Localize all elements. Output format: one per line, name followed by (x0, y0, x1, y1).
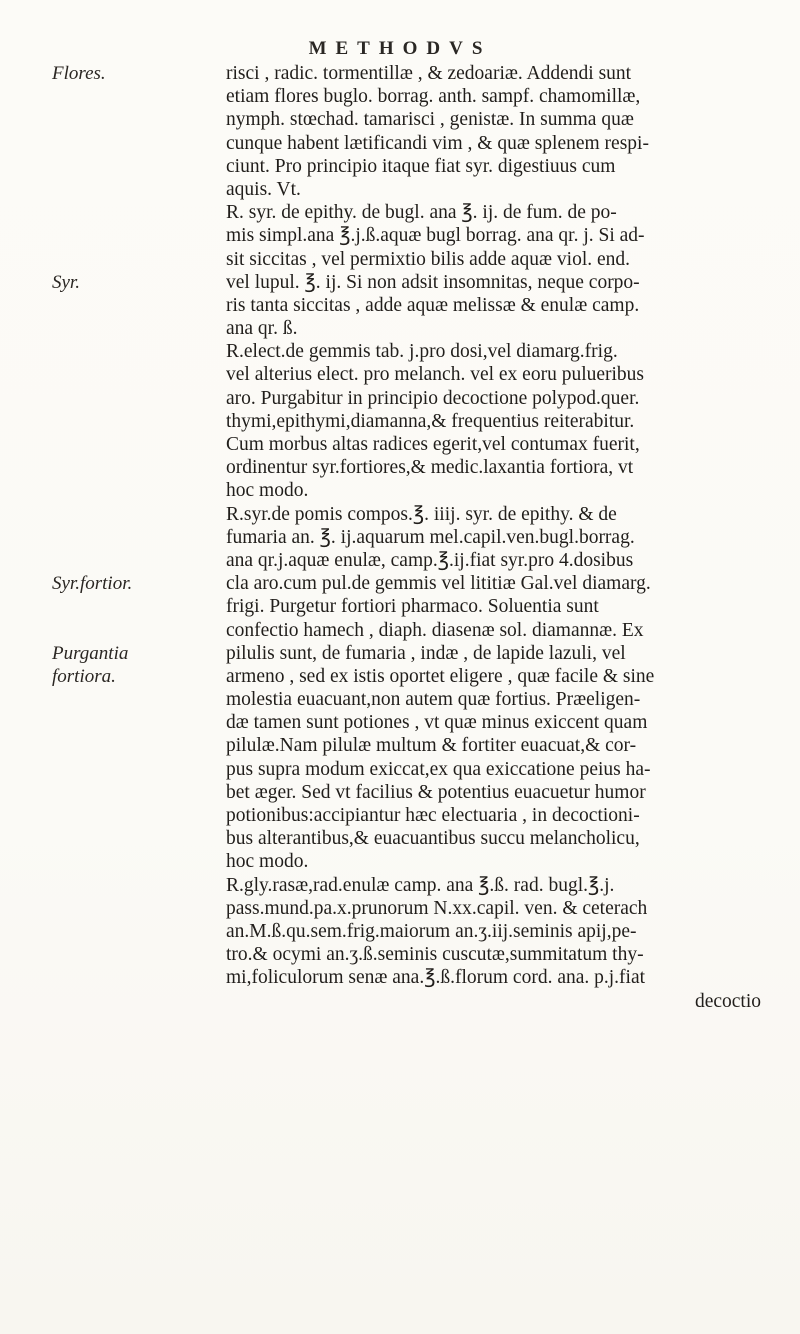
text-line: ana qr.j.aquæ enulæ, camp.℥.ij.fiat syr.pro 4.dosibus (226, 549, 634, 571)
text-line: armeno , sed ex istis oportet eligere , quæ facile & sine (226, 665, 655, 687)
text-line: nymph. stœchad. tamarisci , genistæ. In summa quæ (226, 109, 634, 131)
main-text-block (226, 62, 781, 1013)
text-line: pass.mund.pa.x.prunorum N.xx.capil. ven. & ceterach (226, 897, 648, 919)
catchword: decoctio (694, 990, 761, 1012)
text-line: tro.& ocymi an.ʒ.ß.seminis cuscutæ,summitatum thy- (226, 944, 644, 966)
margin-note: Purgantia (52, 643, 129, 664)
running-title: METHODVS (308, 38, 492, 59)
text-line: vel lupul. ℥. ij. Si non adsit insomnitas, neque corpo- (226, 271, 640, 293)
text-line: fumaria an. ℥. ij.aquarum mel.capil.ven.bugl.borrag. (226, 526, 635, 548)
text-line: ana qr. ß. (226, 318, 298, 340)
text-line: risci , radic. tormentillæ , & zedoariæ. Addendi sunt (226, 63, 632, 84)
text-line: frigi. Purgetur fortiori pharmaco. Soluentia sunt (226, 596, 599, 618)
margin-note: fortiora. (52, 666, 116, 688)
margin-note: Flores. (52, 63, 106, 84)
text-line: dæ tamen sunt potiones , vt quæ minus exiccent quam (226, 712, 648, 734)
text-line: thymi,epithymi,diamanna,& frequentius reiterabitur. (226, 410, 635, 432)
text-line: cunque habent lætificandi vim , & quæ splenem respi- (226, 132, 649, 154)
text-line: mis simpl.ana ℥.j.ß.aquæ bugl borrag. ana qr. j. Si ad- (226, 225, 645, 247)
text-line: Cum morbus altas radices egerit,vel contumax fuerit, (226, 434, 640, 455)
text-line: molestia euacuant,non autem quæ fortius. Præeligen- (226, 689, 641, 711)
text-line: pilulæ.Nam pilulæ multum & fortiter euacuat,& cor- (226, 735, 637, 757)
text-line: bet æger. Sed vt facilius & potentius euacuetur humor (226, 781, 646, 803)
text-line: aquis. Vt. (226, 178, 301, 200)
text-line: R.syr.de pomis compos.℥. iiij. syr. de epithy. & de (226, 503, 617, 525)
text-line: R. syr. de epithy. de bugl. ana ℥. ij. de fum. de po- (226, 202, 617, 224)
text-line: sit siccitas , vel permixtio bilis adde aquæ viol. end. (226, 248, 631, 270)
text-line: ris tanta siccitas , adde aquæ melissæ & enulæ camp. (226, 294, 640, 316)
text-line: R.elect.de gemmis tab. j.pro dosi,vel diamarg.frig. (226, 341, 618, 363)
text-line: vel alterius elect. pro melanch. vel ex eoru pulueribus (226, 364, 645, 386)
text-line: hoc modo. (226, 480, 309, 502)
text-line: an.M.ß.qu.sem.frig.maiorum an.ʒ.iij.seminis apij,pe- (226, 920, 637, 942)
text-line: bus alterantibus,& euacuantibus succu melancholicu, (226, 828, 640, 850)
text-line: cla aro.cum pul.de gemmis vel lititiæ Gal.vel diamarg. (226, 573, 651, 595)
text-line: aro. Purgabitur in principio decoctione polypod.quer. (226, 387, 640, 409)
margin-note: Syr.fortior. (52, 573, 133, 595)
text-line: confectio hamech , diaph. diasenæ sol. diamannæ. Ex (226, 619, 644, 641)
text-line: pus supra modum exiccat,ex qua exiccatione peius ha- (226, 758, 651, 780)
text-line: ciunt. Pro principio itaque fiat syr. digestiuus cum (226, 155, 616, 177)
text-line: ordinentur syr.fortiores,& medic.laxantia fortiora, vt (226, 457, 634, 479)
text-line: etiam flores buglo. borrag. anth. sampf. chamomillæ, (226, 86, 641, 108)
text-line: potionibus:accipiantur hæc electuaria , in decoctioni- (226, 805, 640, 826)
text-line: mi,foliculorum senæ ana.℥.ß.florum cord. ana. p.j.fiat (226, 967, 646, 989)
text-line: pilulis sunt, de fumaria , indæ , de lapide lazuli, vel (226, 642, 626, 664)
margin-note: Syr. (52, 271, 80, 293)
text-line: hoc modo. (226, 851, 309, 873)
text-line: R.gly.rasæ,rad.enulæ camp. ana ℥.ß. rad. bugl.℥.j. (226, 874, 615, 896)
